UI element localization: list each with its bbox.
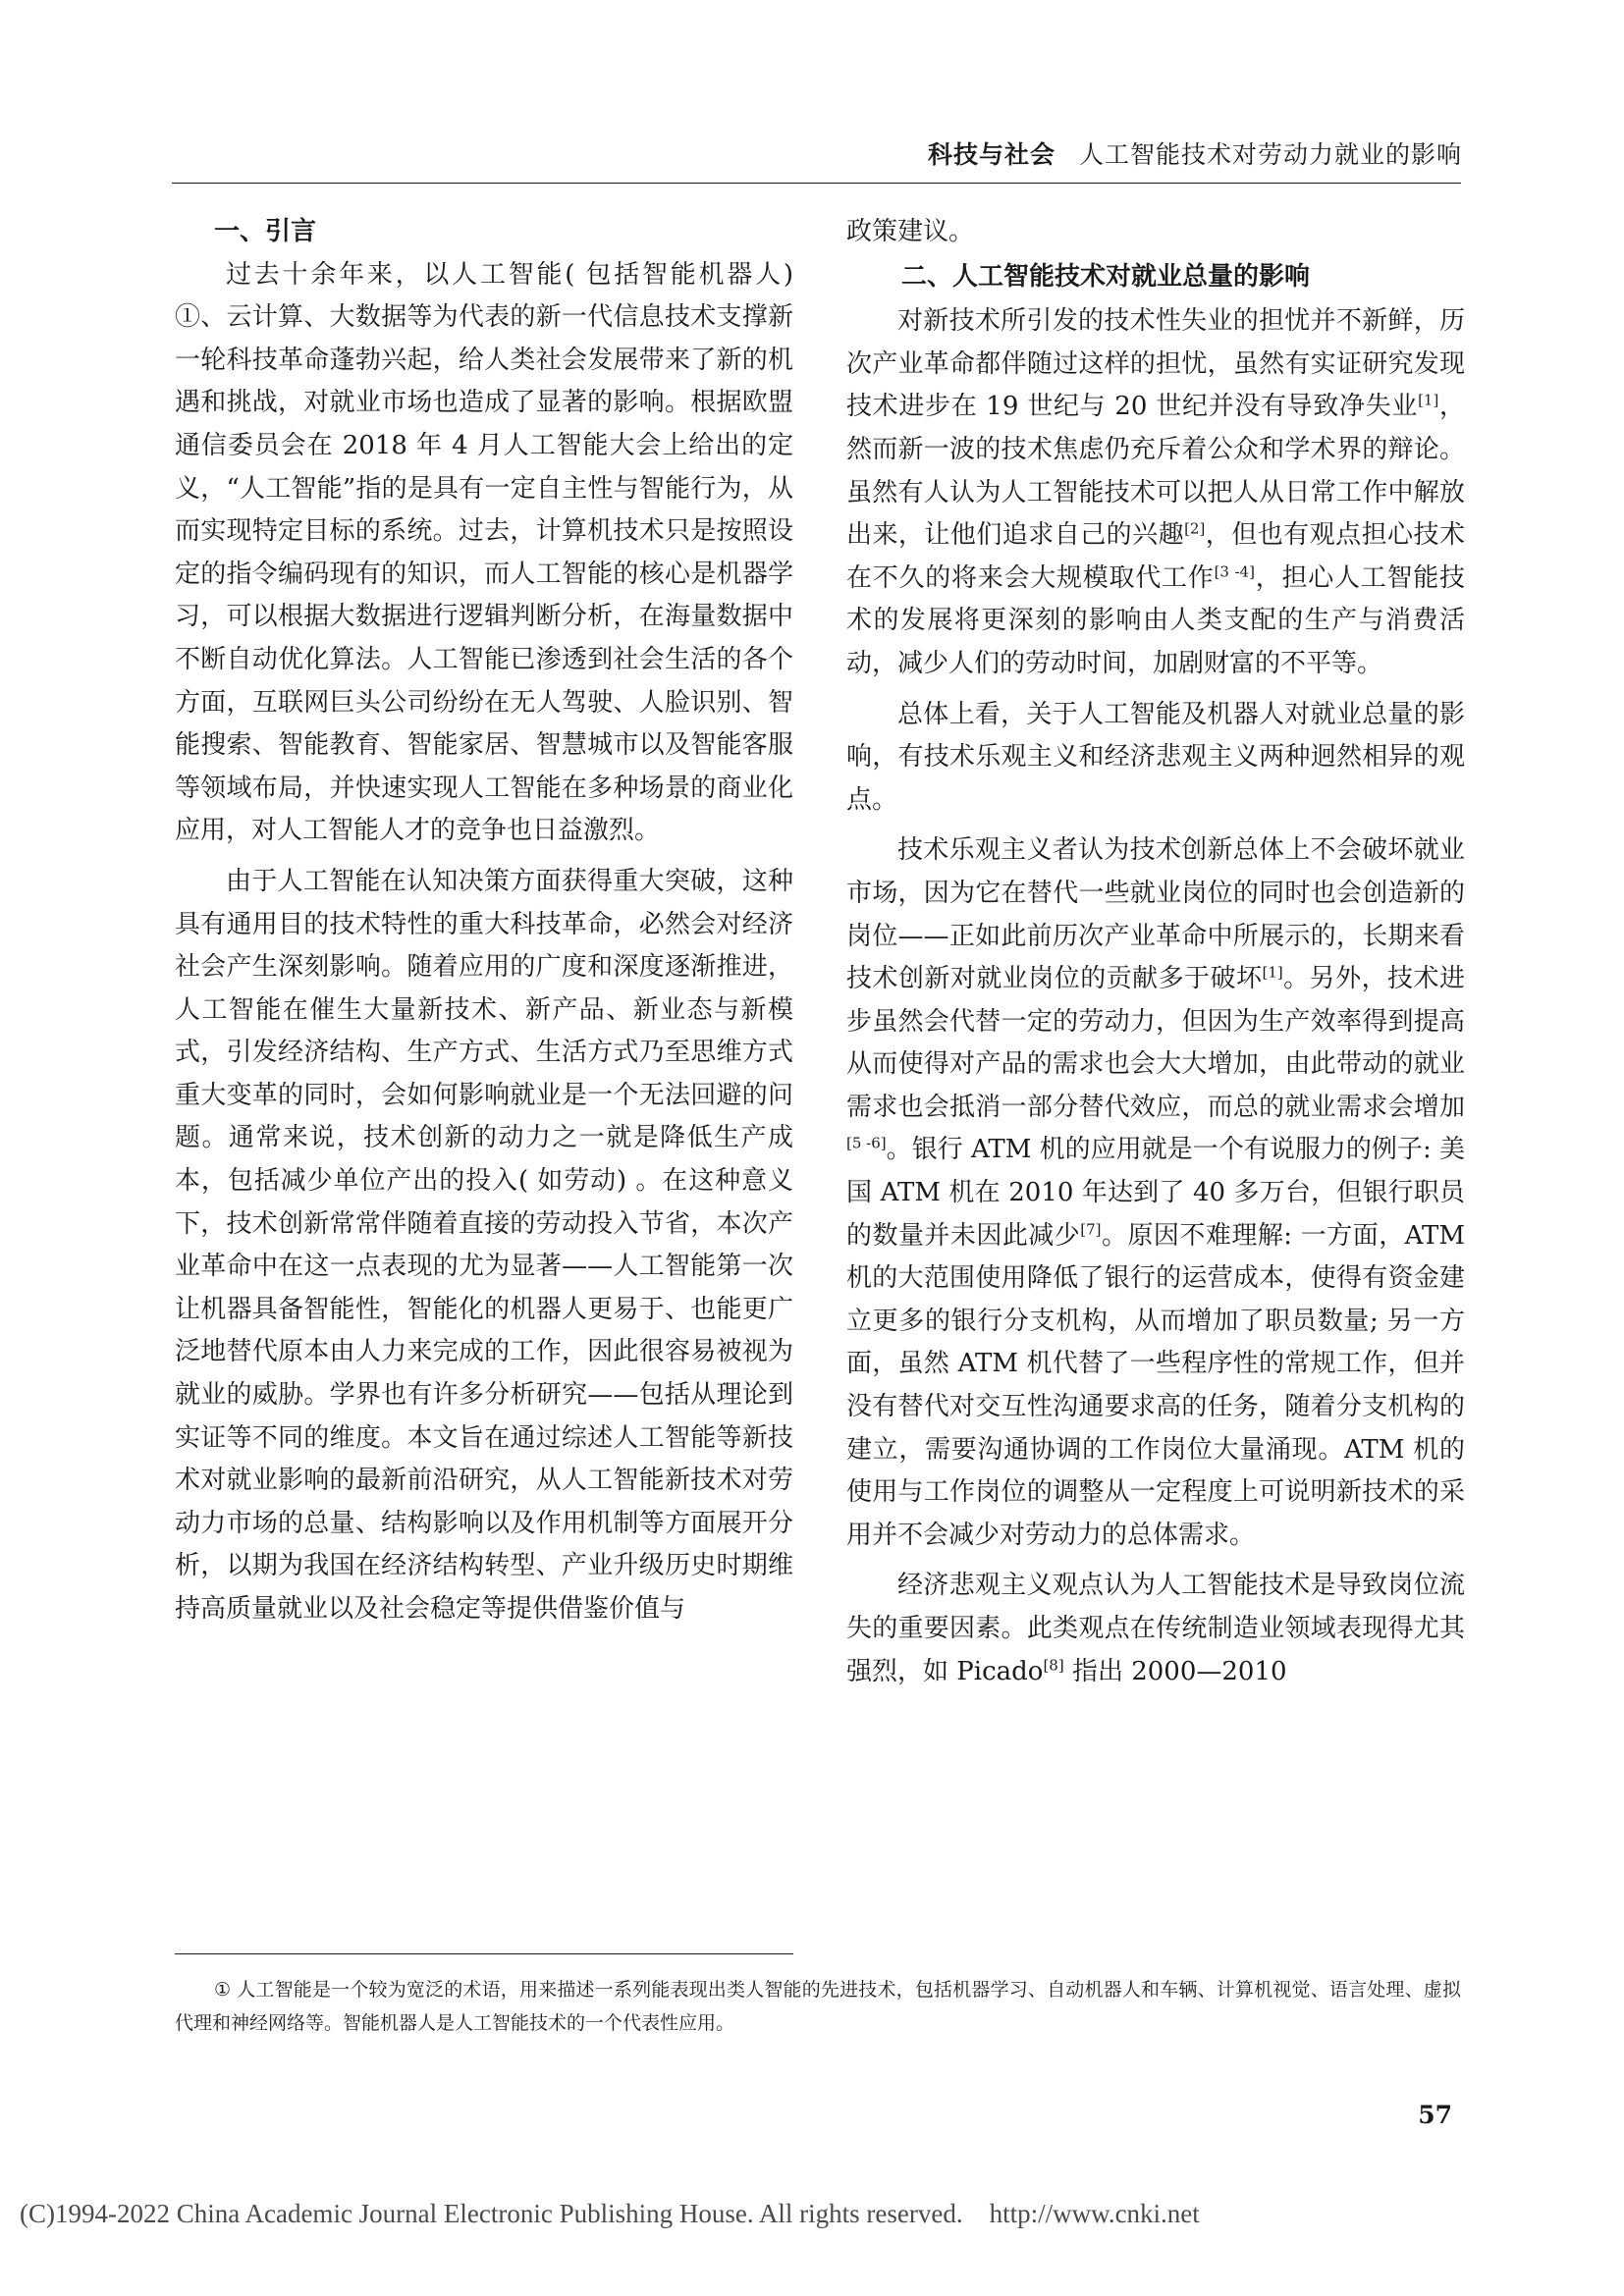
citation-ref: [2] — [1184, 519, 1206, 538]
footnote — [175, 1973, 1461, 2040]
body-paragraph: 过去十余年来，以人工智能( 包括智能机器人) ①、云计算、大数据等为代表的新一代信息技术支撑新一轮科技革命蓬勃兴起，给人类社会发展带来了新的机遇和挑战，对就业市场也造成了显著的影响。根据欧盟通信委员会在 2018 年 4 月人工智能大会上给出的定义，“人工智能”指的是具有一定自主性与智能行为，从而实现特定目标的系统。过去，计算机技术只是按照设定的指令编码现有的知识，而人工智能的核心是机器学习，可以根据大数据进行逻辑判断分析，在海量数据中不断自动优化算法。人工智能已渗透到社会生活的各个方面，互联网巨头公司纷纷在无人驾驶、人脸识别、智能搜索、智能教育、智能家居、智慧城市以及智能客服等领域布局，并快速实现人工智能在多种场景的商业化应用，对人工智能人才的竞争也日益激烈。 — [175, 259, 793, 846]
copyright-notice: (C)1994-2022 China Academic Journal Electronic Publishing House. All rights reserved. http://www.cnki.net — [20, 2199, 1200, 2228]
section-heading-employment: 二、人工智能技术对就业总量的影响 — [901, 261, 1311, 292]
right-column — [846, 211, 1465, 1693]
footnote-marker: ① — [214, 1979, 232, 2001]
body-paragraph: 技术乐观主义者认为技术创新总体上不会破坏就业市场，因为它在替代一些就业岗位的同时也会创造新的岗位——正如此前历次产业革命中所展示的，长期来看技术创新对就业岗位的贡献多于破坏[1]。另外，技术进步虽然会代替一定的劳动力，但因为生产效率得到提高从而使得对产品的需求也会大大增加，由此带动的就业需求也会抵消一部分替代效应，而总的就业需求会增加[5 -6]。银行 ATM 机的应用就是一个有说服力的例子: 美国 ATM 机在 2010 年达到了 40 多万台，但银行职员的数量并未因此减少[7]。原因不难理解: 一方面，ATM 机的大范围使用降低了银行的运营成本，使得有资金建立更多的银行分支机构，从而增加了职员数量; 另一方面，虽然 ATM 机代替了一些程序性的常规工作，但并没有替代对交互性沟通要求高的任务，随着分支机构的建立，需要沟通协调的工作岗位大量涌现。ATM 机的使用与工作岗位的调整从一定程度上可说明新技术的采用并不会减少对劳动力的总体需求。 — [846, 835, 1465, 1550]
citation-ref: [5 -6] — [846, 1134, 887, 1152]
section-heading-intro: 一、引言 — [214, 217, 317, 246]
journal-section: 科技与社会 — [927, 140, 1056, 169]
running-header — [928, 135, 1462, 171]
body-paragraph: 由于人工智能在认知决策方面获得重大突破，这种具有通用目的技术特性的重大科技革命，必然会对经济社会产生深刻影响。随着应用的广度和深度逐渐推进，人工智能在催生大量新技术、新产品、新业态与新模式，引发经济结构、生产方式、生活方式乃至思维方式重大变革的同时，会如何影响就业是一个无法回避的问题。通常来说，技术创新的动力之一就是降低生产成本，包括减少单位产出的投入( 如劳动) 。在这种意义下，技术创新常常伴随着直接的劳动投入节省，本次产业革命中在这一点表现的尤为显著——人工智能第一次让机器具备智能性，智能化的机器人更易于、也能更广泛地替代原本由人力来完成的工作，因此很容易被视为就业的威胁。学界也有许多分析研究——包括从理论到实证等不同的维度。本文旨在通过综述人工智能等新技术对就业影响的最新前沿研究，从人工智能新技术对劳动力市场的总量、结构影响以及作用机制等方面展开分析，以期为我国在经济结构转型、产业升级历史时期维持高质量就业以及社会稳定等提供借鉴价值与 — [175, 866, 793, 1624]
citation-ref: [1] — [1418, 391, 1439, 409]
page-number: 57 — [1418, 2101, 1452, 2129]
citation-ref: [1] — [1262, 963, 1283, 982]
citation-ref: [8] — [1043, 1655, 1064, 1674]
footnote-text: 人工智能是一个较为宽泛的术语，用来描述一系列能表现出类人智能的先进技术，包括机器学习、自动机器人和车辆、计算机视觉、语言处理、虚拟代理和神经网络等。智能机器人是人工智能技术的一个代表性应用。 — [175, 1979, 1461, 2034]
body-paragraph: 总体上看，关于人工智能及机器人对就业总量的影响，有技术乐观主义和经济悲观主义两种迥然相异的观点。 — [846, 699, 1465, 815]
header-divider — [172, 183, 1461, 184]
article-running-title: 人工智能技术对劳动力就业的影响 — [1078, 140, 1462, 169]
citation-ref: [3 -4] — [1214, 562, 1255, 581]
body-paragraph: 经济悲观主义观点认为人工智能技术是导致岗位流失的重要因素。此类观点在传统制造业领域表现得尤其强烈，如 Picado[8] 指出 2000—2010 — [846, 1571, 1465, 1686]
citation-ref: [7] — [1080, 1220, 1102, 1238]
paragraph-continuation: 政策建议。 — [846, 217, 975, 246]
footnote-divider — [175, 1953, 793, 1954]
body-paragraph: 对新技术所引发的技术性失业的担忧并不新鲜，历次产业革命都伴随过这样的担忧，虽然有实证研究发现技术进步在 19 世纪与 20 世纪并没有导致净失业[1]，然而新一波的技术焦虑仍充斥着公众和学术界的辩论。虽然有人认为人工智能技术可以把人从日常工作中解放出来，让他们追求自己的兴趣[2]，但也有观点担心技术在不久的将来会大规模取代工作[3 -4]，担心人工智能技术的发展将更深刻的影响由人类支配的生产与消费活动，减少人们的劳动时间，加剧财富的不平等。 — [846, 306, 1465, 678]
left-column — [175, 211, 793, 1631]
